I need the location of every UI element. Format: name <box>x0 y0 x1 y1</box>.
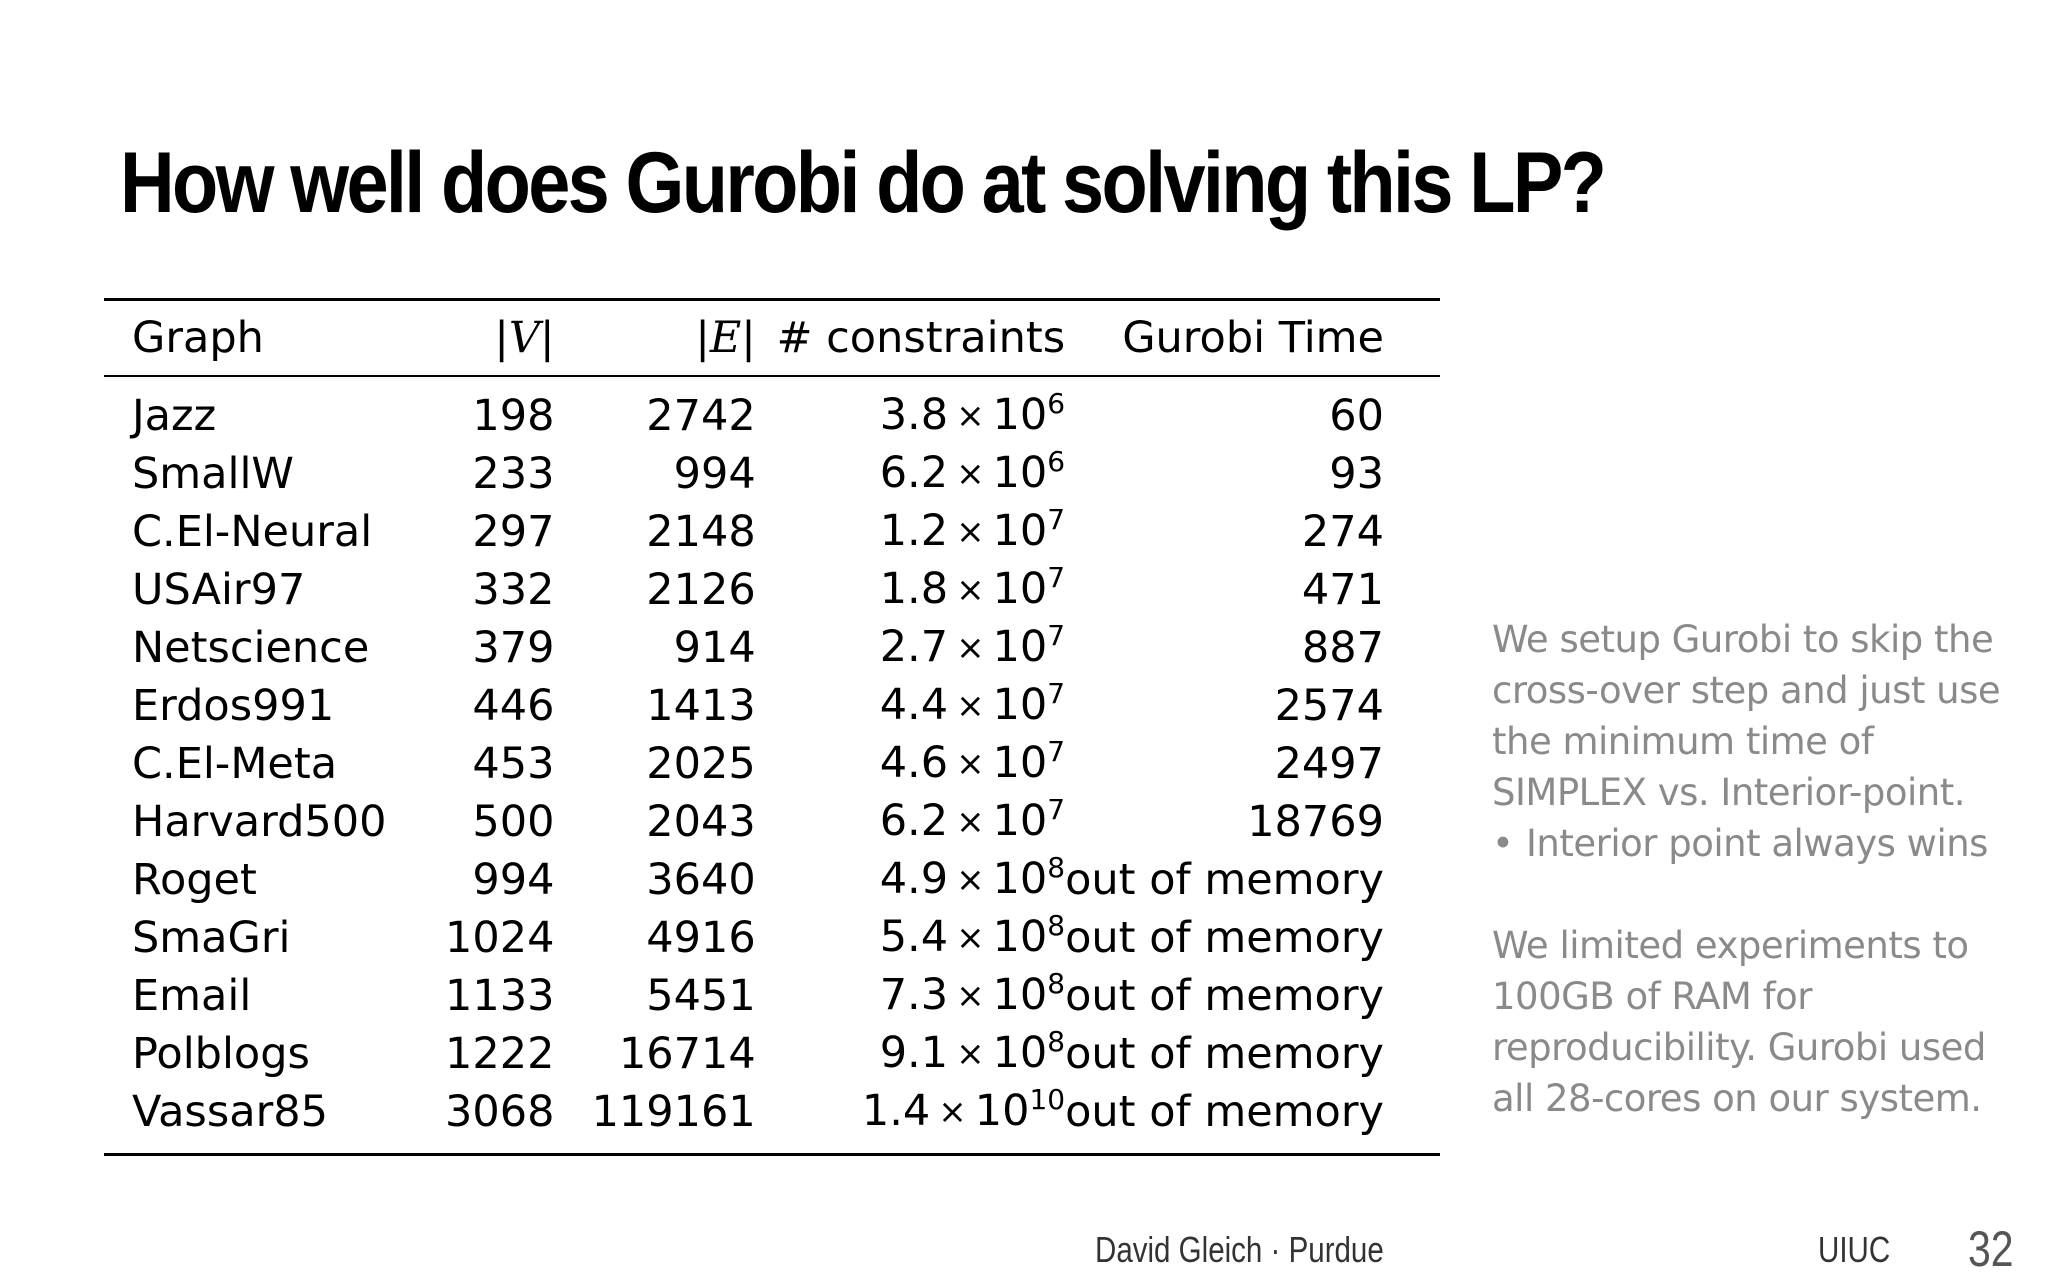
cell-edges: 3640 <box>646 854 756 905</box>
note-bullet <box>1492 818 2032 869</box>
table-row <box>104 851 1440 909</box>
constraint-exponent: 7 <box>1047 503 1066 536</box>
note-spacer <box>1492 869 2032 920</box>
constraint-mantissa: 1.4 <box>861 1086 931 1136</box>
cell-gurobi-time: 2574 <box>1274 680 1384 731</box>
constraint-base: 10 <box>992 390 1048 440</box>
cell-graph: Roget <box>132 854 257 905</box>
constraint-base: 10 <box>992 564 1048 614</box>
footer-author: David Gleich · Purdue <box>1095 1229 1384 1270</box>
constraint-mantissa: 2.7 <box>879 622 949 672</box>
constraint-exponent: 7 <box>1047 735 1066 768</box>
cell-vertices: 446 <box>472 680 555 731</box>
times-sign: × <box>956 744 985 784</box>
constraint-exponent: 8 <box>1047 1025 1066 1058</box>
cell-constraints <box>756 793 1065 851</box>
table-row <box>104 967 1440 1025</box>
cell-edges: 1413 <box>646 680 756 731</box>
times-sign: × <box>956 686 985 726</box>
constraint-base: 10 <box>992 796 1048 846</box>
constraint-mantissa: 3.8 <box>879 390 949 440</box>
cell-vertices: 379 <box>472 622 555 673</box>
header-edges: |E| <box>554 301 755 376</box>
cell-edges: 5451 <box>646 970 756 1021</box>
table-row <box>104 677 1440 735</box>
cell-vertices: 297 <box>472 506 555 557</box>
constraint-mantissa: 6.2 <box>879 448 949 498</box>
constraint-mantissa: 1.8 <box>879 564 949 614</box>
cell-constraints <box>756 561 1065 619</box>
cell-graph: SmaGri <box>132 912 291 963</box>
cell-vertices: 198 <box>472 390 555 441</box>
cell-constraints <box>756 376 1065 445</box>
constraint-exponent: 7 <box>1047 561 1066 594</box>
constraint-base: 10 <box>992 448 1048 498</box>
cell-gurobi-time: 93 <box>1329 448 1384 499</box>
cell-gurobi-time: 60 <box>1329 390 1384 441</box>
cell-edges: 994 <box>673 448 756 499</box>
table-row <box>104 503 1440 561</box>
constraint-exponent: 7 <box>1047 677 1066 710</box>
constraint-mantissa: 5.4 <box>879 912 949 962</box>
results-table <box>104 298 1440 1156</box>
cell-graph: Netscience <box>132 622 370 673</box>
table-row <box>104 909 1440 967</box>
constraint-base: 10 <box>992 506 1048 556</box>
cell-graph: Email <box>132 970 252 1021</box>
times-sign: × <box>956 860 985 900</box>
cell-gurobi-time: 18769 <box>1247 796 1384 847</box>
cell-constraints <box>756 909 1065 967</box>
cell-vertices: 233 <box>472 448 555 499</box>
header-edges-symbol: E <box>709 312 742 363</box>
header-vertices-symbol: V <box>508 312 540 363</box>
side-notes <box>1492 614 2032 1124</box>
cell-edges: 119161 <box>591 1086 756 1137</box>
constraint-exponent: 8 <box>1047 909 1066 942</box>
cell-vertices: 3068 <box>445 1086 555 1137</box>
times-sign: × <box>956 570 985 610</box>
table-row <box>104 376 1440 445</box>
cell-vertices: 453 <box>472 738 555 789</box>
slide-title: How well does Gurobi do at solving this LP? <box>120 135 1605 231</box>
constraint-mantissa: 9.1 <box>879 1028 949 1078</box>
cell-graph: Erdos991 <box>132 680 335 731</box>
cell-vertices: 332 <box>472 564 555 615</box>
cell-graph: Vassar85 <box>132 1086 328 1137</box>
cell-edges: 4916 <box>646 912 756 963</box>
constraint-exponent: 6 <box>1047 387 1066 420</box>
header-gurobi-time: Gurobi Time <box>1065 301 1440 376</box>
constraint-base: 10 <box>992 970 1048 1020</box>
cell-graph: C.El-Meta <box>132 738 338 789</box>
constraint-exponent: 7 <box>1047 793 1066 826</box>
cell-constraints <box>756 735 1065 793</box>
constraint-base: 10 <box>992 912 1048 962</box>
cell-constraints <box>756 445 1065 503</box>
cell-graph: Polblogs <box>132 1028 310 1079</box>
constraint-mantissa: 1.2 <box>879 506 949 556</box>
constraint-mantissa: 4.9 <box>879 854 949 904</box>
constraint-exponent: 8 <box>1047 967 1066 1000</box>
cell-vertices: 1024 <box>445 912 555 963</box>
times-sign: × <box>956 454 985 494</box>
table-body <box>104 376 1440 1153</box>
constraint-exponent: 6 <box>1047 445 1066 478</box>
cell-vertices: 1133 <box>445 970 555 1021</box>
constraint-exponent: 10 <box>1029 1083 1066 1116</box>
cell-constraints <box>756 1083 1065 1153</box>
cell-graph: C.El-Neural <box>132 506 373 557</box>
constraint-base: 10 <box>992 1028 1048 1078</box>
cell-constraints <box>756 1025 1065 1083</box>
table-row <box>104 561 1440 619</box>
table-row <box>104 619 1440 677</box>
times-sign: × <box>956 512 985 552</box>
cell-edges: 16714 <box>618 1028 756 1079</box>
cell-edges: 2742 <box>646 390 756 441</box>
cell-gurobi-time: 471 <box>1301 564 1384 615</box>
constraint-mantissa: 4.4 <box>879 680 949 730</box>
cell-edges: 2043 <box>646 796 756 847</box>
cell-gurobi-time: out of memory <box>1065 970 1384 1021</box>
cell-gurobi-time: 274 <box>1301 506 1384 557</box>
cell-gurobi-time: 887 <box>1301 622 1384 673</box>
cell-edges: 2126 <box>646 564 756 615</box>
note-setup: We setup Gurobi to skip the cross-over step and just use the minimum time of SIMPLEX vs. Interior-point. <box>1492 618 2001 814</box>
constraint-base: 10 <box>992 738 1048 788</box>
times-sign: × <box>956 802 985 842</box>
times-sign: × <box>956 976 985 1016</box>
cell-graph: Harvard500 <box>132 796 387 847</box>
bullet-dot: • <box>1492 822 1514 865</box>
page-number: 32 <box>1968 1221 2014 1277</box>
times-sign: × <box>956 1034 985 1074</box>
cell-constraints <box>756 503 1065 561</box>
constraint-exponent: 8 <box>1047 851 1066 884</box>
table-row <box>104 793 1440 851</box>
times-sign: × <box>938 1092 967 1132</box>
note-limits: We limited experiments to 100GB of RAM for reproducibility. Gurobi used all 28-cores on our system. <box>1492 924 1986 1120</box>
header-vertices: |V| <box>391 301 554 376</box>
cell-graph: USAir97 <box>132 564 306 615</box>
cell-gurobi-time: out of memory <box>1065 912 1384 963</box>
cell-constraints <box>756 851 1065 909</box>
cell-gurobi-time: out of memory <box>1065 1028 1384 1079</box>
footer-venue: UIUC <box>1818 1229 1891 1270</box>
constraint-base: 10 <box>974 1086 1030 1136</box>
table-row <box>104 735 1440 793</box>
table-row <box>104 1083 1440 1153</box>
constraint-base: 10 <box>992 622 1048 672</box>
times-sign: × <box>956 918 985 958</box>
cell-constraints <box>756 967 1065 1025</box>
constraint-base: 10 <box>992 680 1048 730</box>
header-constraints: # constraints <box>756 301 1065 376</box>
times-sign: × <box>956 396 985 436</box>
note-bullet-text: Interior point always wins <box>1526 822 1988 865</box>
constraint-exponent: 7 <box>1047 619 1066 652</box>
cell-gurobi-time: out of memory <box>1065 1086 1384 1137</box>
cell-constraints <box>756 619 1065 677</box>
times-sign: × <box>956 628 985 668</box>
cell-vertices: 500 <box>472 796 555 847</box>
cell-edges: 914 <box>673 622 756 673</box>
table-header-row <box>104 301 1440 376</box>
cell-vertices: 994 <box>472 854 555 905</box>
cell-vertices: 1222 <box>445 1028 555 1079</box>
cell-graph: SmallW <box>132 448 294 499</box>
header-graph: Graph <box>104 301 391 376</box>
cell-edges: 2025 <box>646 738 756 789</box>
cell-gurobi-time: 2497 <box>1274 738 1384 789</box>
gurobi-results-table <box>104 301 1440 1153</box>
constraint-mantissa: 7.3 <box>879 970 949 1020</box>
cell-edges: 2148 <box>646 506 756 557</box>
constraint-base: 10 <box>992 854 1048 904</box>
cell-graph: Jazz <box>132 390 217 441</box>
constraint-mantissa: 4.6 <box>879 738 949 788</box>
cell-gurobi-time: out of memory <box>1065 854 1384 905</box>
table-row <box>104 1025 1440 1083</box>
cell-constraints <box>756 677 1065 735</box>
table-row <box>104 445 1440 503</box>
constraint-mantissa: 6.2 <box>879 796 949 846</box>
